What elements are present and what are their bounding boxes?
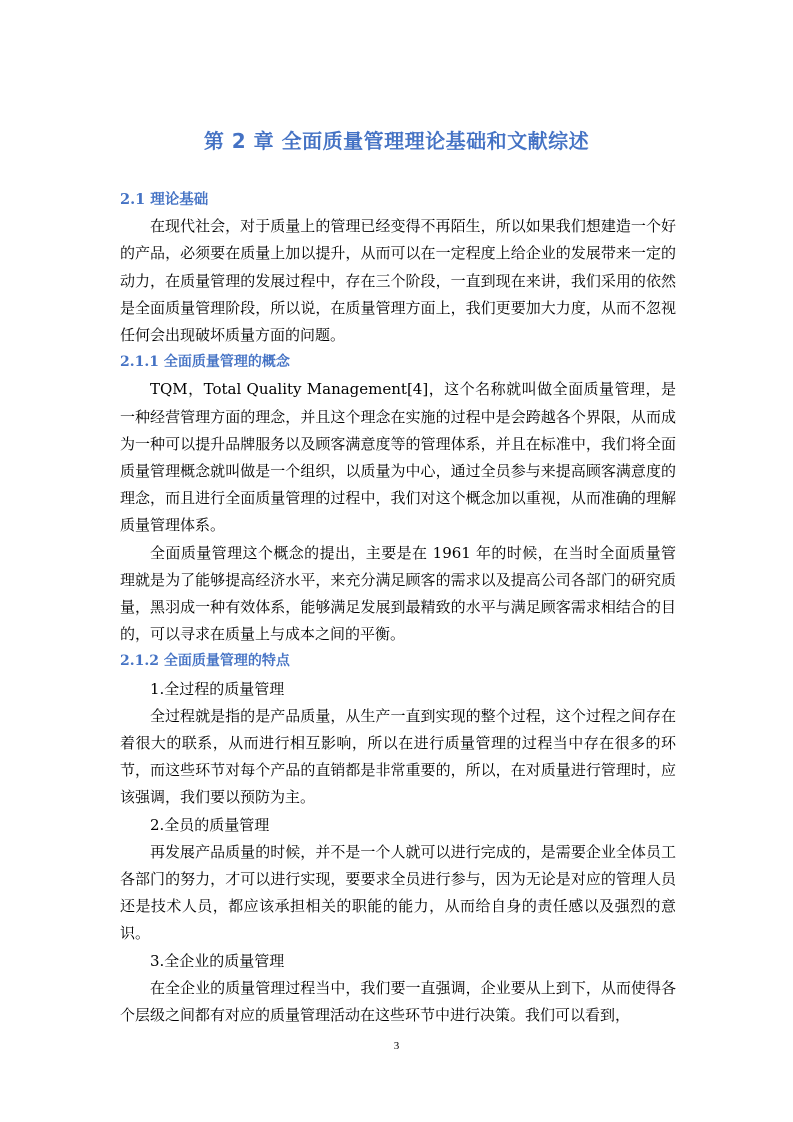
section-heading-2-1-1: 2.1.1 全面质量管理的概念 bbox=[120, 354, 290, 371]
paragraph: 再发展产品质量的时候，并不是一个人就可以进行完成的，是需要企业全体员工各部门的努力，才可以进行实现，要要求全员进行参与，因为无论是对应的管理人员还是技术人员，都应该承担相关的职能的能力，从而给自身的责任感以及强烈的意识。 bbox=[120, 842, 676, 943]
paragraph: TQM，Total Quality Management[4]，这个名称就叫做全面质量管理，是一种经营管理方面的理念，并且这个理念在实施的过程中是会跨越各个界限，从而成为一种可以提升品牌服务以及顾客满意度等的管理体系，并且在标准中，我们将全面质量管理概念就叫做是一个组织，以质量为中心，通过全员参与来提高顾客满意度的理念，而且进行全面质量管理的过程中，我们对这个概念加以重视，从而准确的理解质量管理体系。 bbox=[120, 380, 676, 535]
chapter-title: 第 2 章 全面质量管理理论基础和文献综述 bbox=[203, 129, 590, 153]
list-item-heading: 1.全过程的质量管理 bbox=[150, 679, 285, 698]
section-heading-2-1: 2.1 理论基础 bbox=[120, 191, 209, 208]
list-item-heading: 3.全企业的质量管理 bbox=[150, 951, 285, 970]
paragraph: 在现代社会，对于质量上的管理已经变得不再陌生，所以如果我们想建造一个好的产品，必须要在质量上加以提升，从而可以在一定程度上给企业的发展带来一定的动力，在质量管理的发展过程中，存在三个阶段，一直到现在来讲，我们采用的依然是全面质量管理阶段，所以说，在质量管理方面上，我们更要加大力度，从而不忽视任何会出现破坏质量方面的问题。 bbox=[120, 217, 676, 345]
document-body bbox=[120, 186, 676, 1029]
list-item-heading: 2.全员的质量管理 bbox=[150, 815, 270, 834]
paragraph: 在全企业的质量管理过程当中，我们要一直强调，企业要从上到下，从而使得各个层级之间都有对应的质量管理活动在这些环节中进行决策。我们可以看到， bbox=[120, 978, 676, 1025]
section-heading-2-1-2: 2.1.2 全面质量管理的特点 bbox=[120, 653, 290, 670]
paragraph: 全面质量管理这个概念的提出，主要是在 1961 年的时候，在当时全面质量管理就是为了能够提高经济水平，来充分满足顾客的需求以及提高公司各部门的研究质量，黑羽成一种有效体系，能够满足发展到最精致的水平与满足顾客需求相结合的目的，可以寻求在质量上与成本之间的平衡。 bbox=[120, 543, 676, 644]
paragraph: 全过程就是指的是产品质量，从生产一直到实现的整个过程，这个过程之间存在着很大的联系，从而进行相互影响，所以在进行质量管理的过程当中存在很多的环节，而这些环节对每个产品的直销都是非常重要的，所以，在对质量进行管理时，应该强调，我们要以预防为主。 bbox=[120, 706, 676, 807]
page-number: 3 bbox=[393, 1040, 400, 1052]
